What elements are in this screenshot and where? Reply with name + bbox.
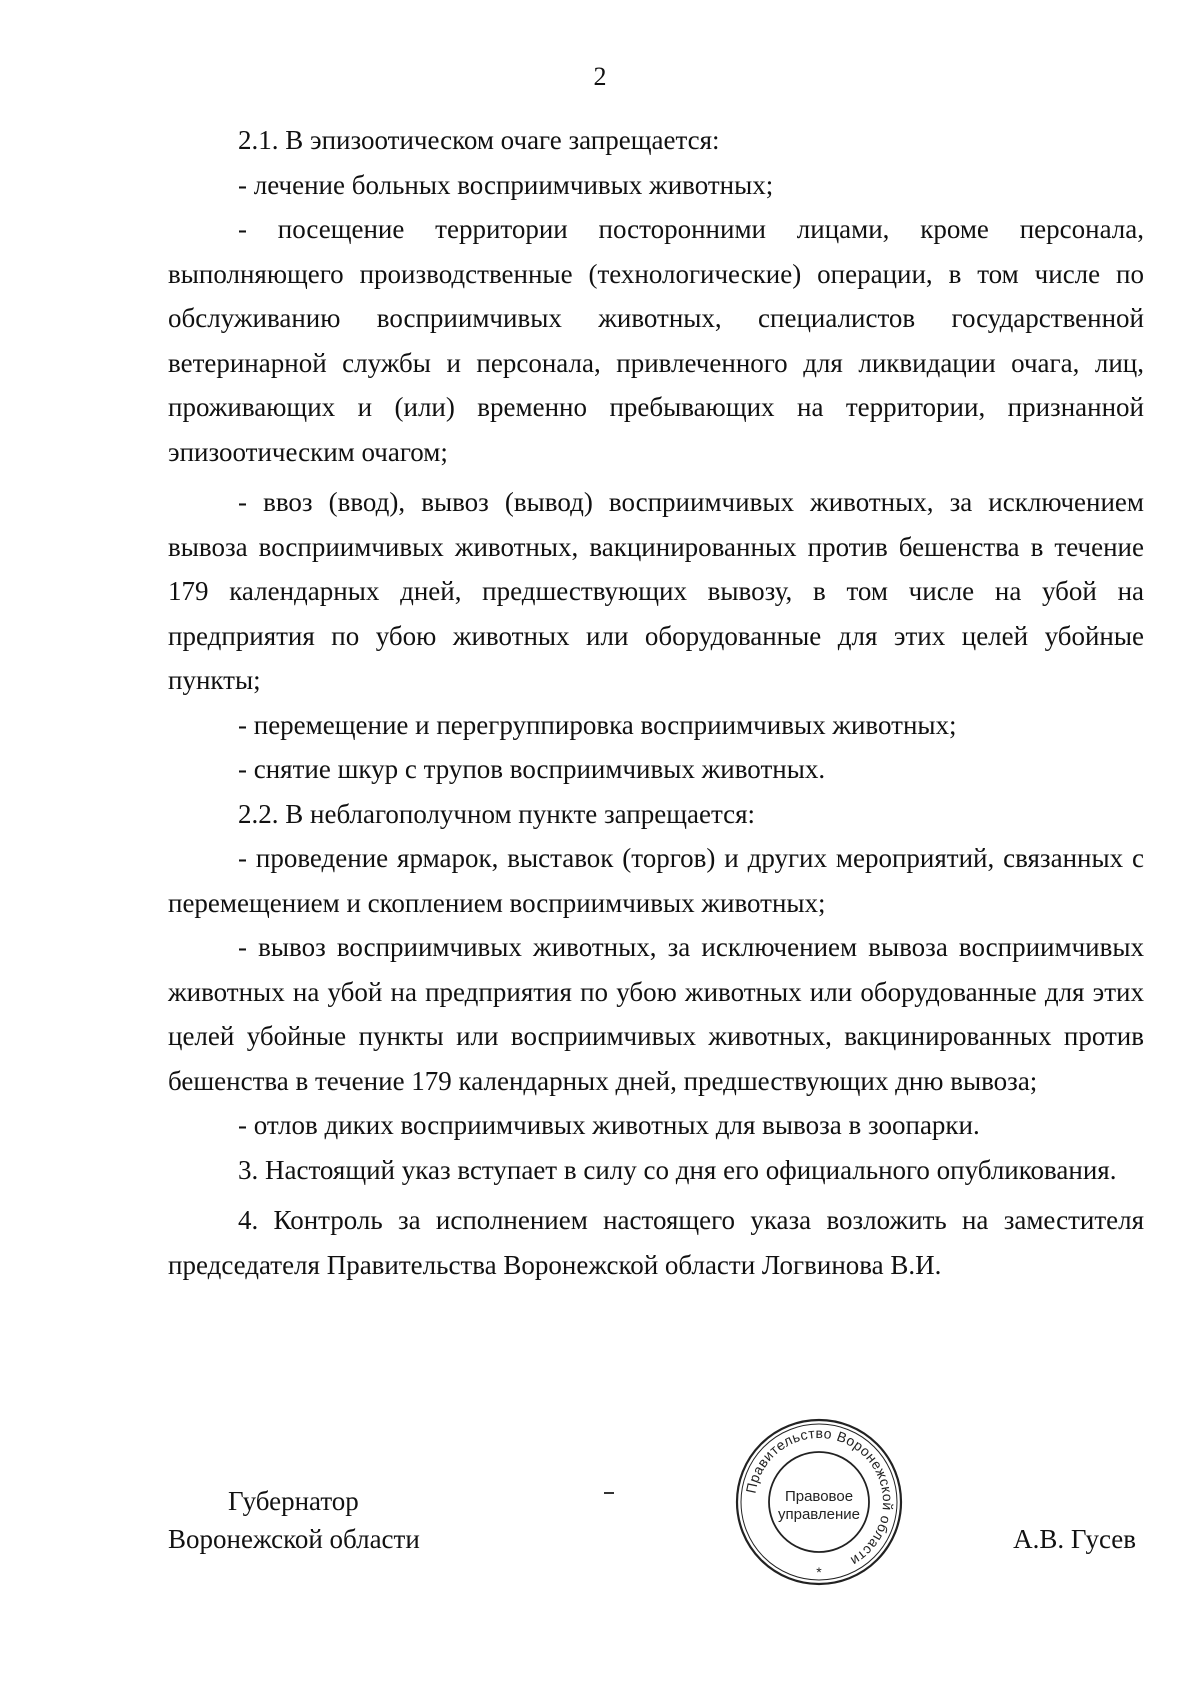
list-item: - посещение территории посторонними лицами, кроме персонала, выполняющего производственные (технологические) операции, в том числе по обслуживанию восприимчивых животных, специалистов государственной ветеринарной службы и персонала, привлеченного для ликвидации очага, лиц, проживающих и (или) временно пребывающих на территории, признанной эпизоотическим очагом;	[168, 214, 1144, 467]
list-item: - ввоз (ввод), вывоз (вывод) восприимчивых животных, за исключением вывоза восприимчивых животных, вакцинированных против бешенства в течение 179 календарных дней, предшествующих вывозу, в том числе на убой на предприятия по убою животных или оборудованные для этих целей убойные пункты;	[168, 487, 1144, 695]
position-line-1: Губернатор	[228, 1486, 359, 1516]
page-number: 2	[593, 62, 607, 91]
paragraph-2-1-heading: 2.1. В эпизоотическом очаге запрещается:	[238, 125, 720, 155]
list-item: - вывоз восприимчивых животных, за исключением вывоза восприимчивых животных на убой на предприятия по убою животных или оборудованные для этих целей убойные пункты или восприимчивых животных, вакцинированных против бешенства в течение 179 календарных дней, предшествующих дню вывоза;	[168, 932, 1144, 1096]
list-item: - лечение больных восприимчивых животных;	[238, 169, 774, 200]
paragraph-2-2-heading: 2.2. В неблагополучном пункте запрещается:	[238, 798, 755, 829]
document-body	[168, 118, 1144, 1287]
stamp-star-mark: *	[816, 1564, 822, 1580]
paragraph-4: 4. Контроль за исполнением настоящего указа возложить на заместителя председателя Правительства Воронежской области Логвинова В.И.	[168, 1205, 1144, 1280]
stamp-outer-text: Правительство Воронежской области	[742, 1424, 897, 1570]
list-item: - перемещение и перегруппировка восприимчивых животных;	[238, 709, 957, 740]
list-item: - проведение ярмарок, выставок (торгов) и других мероприятий, связанных с перемещением и скоплением восприимчивых животных;	[168, 843, 1144, 918]
paragraph-3: 3. Настоящий указ вступает в силу со дня его официального опубликования.	[238, 1154, 1117, 1185]
stamp-inner-line-2: управление	[777, 1506, 861, 1523]
signatory-position	[168, 1482, 420, 1558]
position-line-2: Воронежской области	[168, 1524, 420, 1554]
official-stamp-seal	[734, 1417, 904, 1587]
signatory-name: А.В. Гусев	[1013, 1524, 1136, 1554]
list-item: - снятие шкур с трупов восприимчивых животных.	[238, 754, 826, 784]
list-item: - отлов диких восприимчивых животных для вывоза в зоопарки.	[238, 1110, 980, 1140]
stamp-inner-line-1: Правовое	[784, 1488, 854, 1505]
margin-mark	[604, 1492, 614, 1494]
